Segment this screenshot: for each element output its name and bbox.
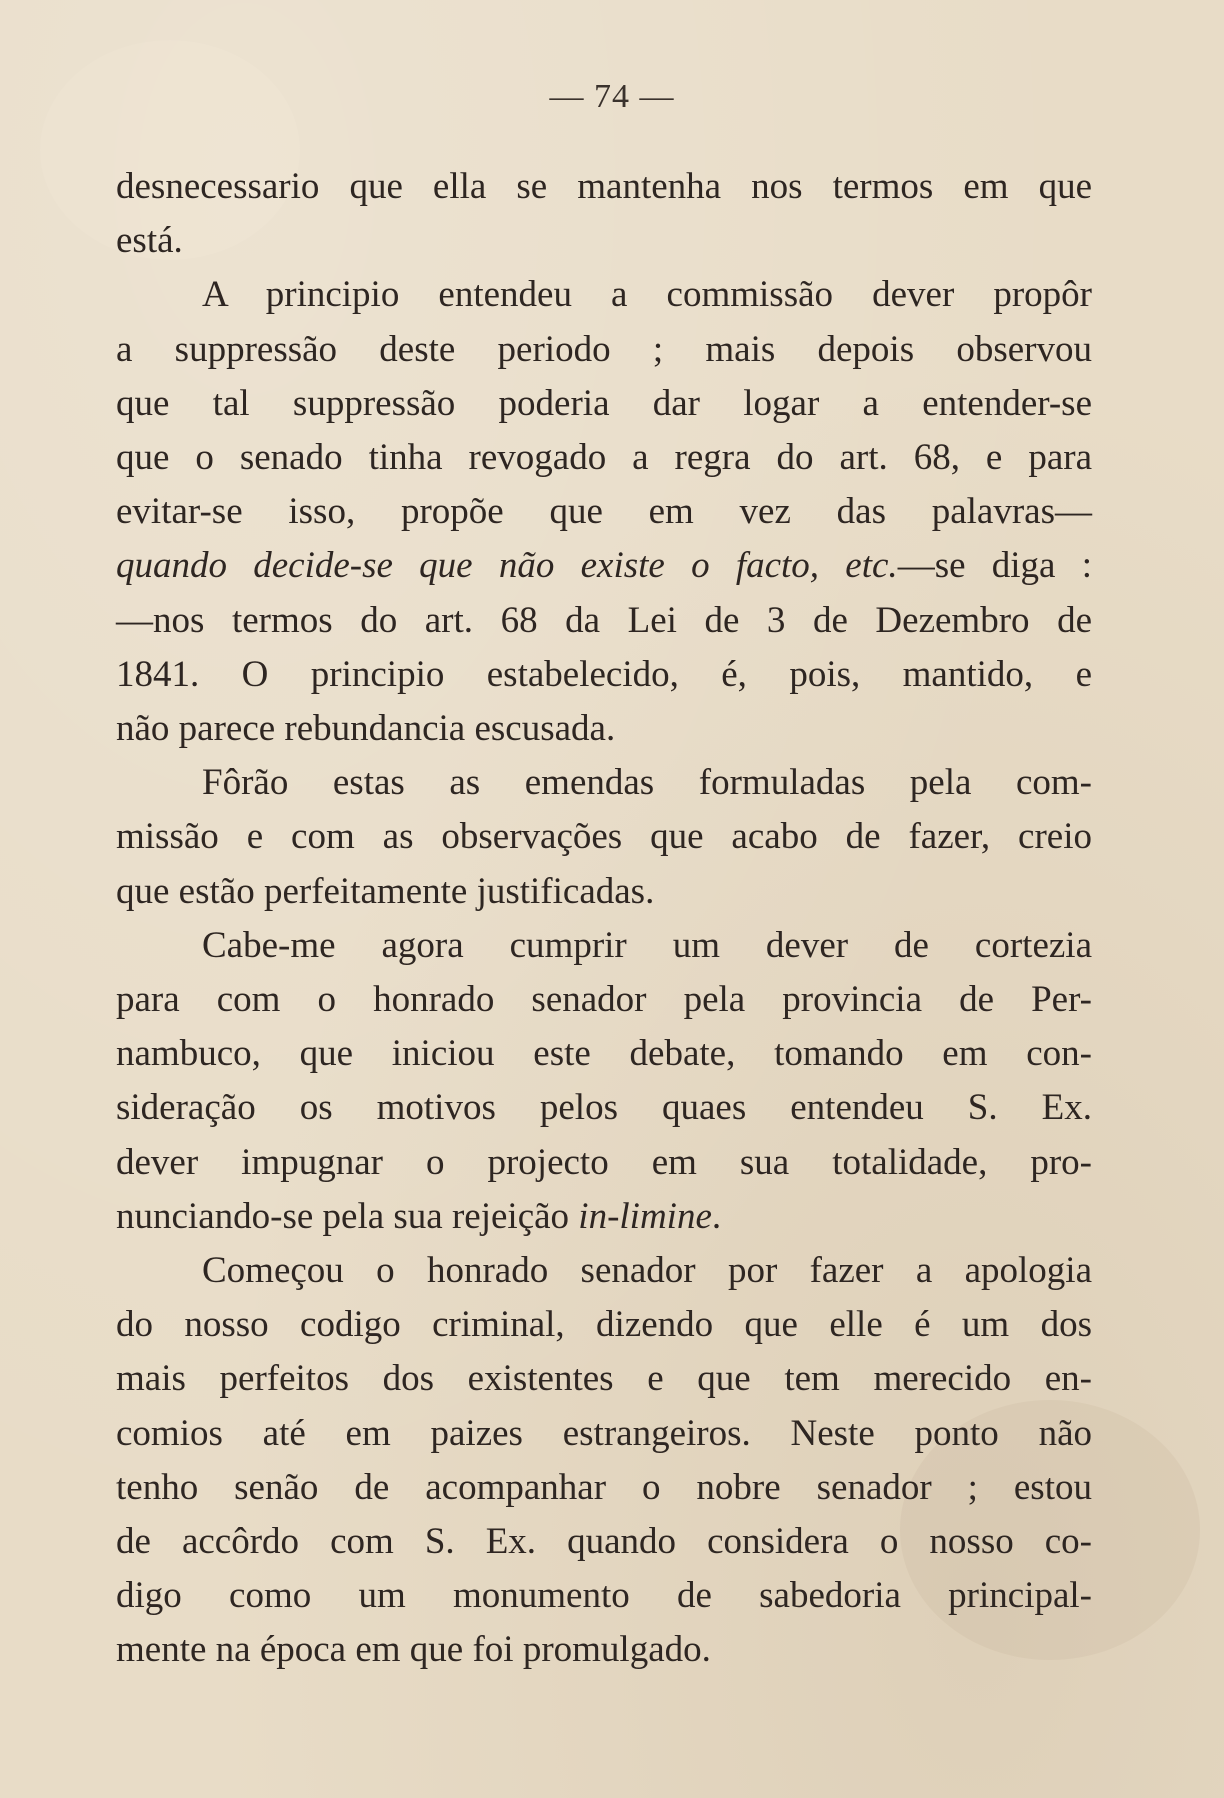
paragraph-start-line: Começou o honrado senador por fazer a apologia <box>202 1250 1092 1292</box>
text-line-with-italic <box>116 539 1092 593</box>
text-line: sideração os motivos pelos quaes entendeu S. Ex. <box>116 1087 1092 1129</box>
text-line: do nosso codigo criminal, dizendo que elle é um dos <box>116 1304 1092 1346</box>
text-line: 1841. O principio estabelecido, é, pois, mantido, e <box>116 653 1092 695</box>
paragraph-start-line: Fôrão estas as emendas formuladas pela com- <box>202 762 1092 804</box>
text-line: comios até em paizes estrangeiros. Neste ponto não <box>116 1412 1092 1454</box>
text-fragment: . <box>711 1195 722 1237</box>
text-line: a suppressão deste periodo ; mais depois observou <box>116 328 1092 370</box>
text-line: não parece rebundancia escusada. <box>116 708 616 750</box>
text-line: desnecessario que ella se mantenha nos termos em que <box>116 166 1092 207</box>
text-line: mais perfeitos dos existentes e que tem merecido en- <box>116 1358 1092 1400</box>
text-line: dever impugnar o projecto em sua totalidade, pro- <box>116 1141 1092 1183</box>
paragraph-start-line: Cabe-me agora cumprir um dever de cortezia <box>202 924 1092 966</box>
text-line: digo como um monumento de sabedoria principal- <box>116 1575 1092 1617</box>
page-number: — 74 — <box>549 78 675 115</box>
paragraph-start-line: A principio entendeu a commissão dever propôr <box>202 274 1092 316</box>
text-fragment: nunciando-se pela sua rejeição <box>116 1195 579 1237</box>
text-line: mente na época em que foi promulgado. <box>116 1629 711 1671</box>
text-fragment: —se diga : <box>897 545 1092 587</box>
body-text <box>116 160 1092 1678</box>
text-line: para com o honrado senador pela provincia de Per- <box>116 979 1092 1021</box>
text-line: que estão perfeitamente justificadas. <box>116 870 655 912</box>
italic-phrase: quando decide-se que não existe o facto, etc. <box>116 545 898 587</box>
text-line: que tal suppressão poderia dar logar a entender-se <box>116 382 1092 424</box>
text-line: evitar-se isso, propõe que em vez das palavras— <box>116 491 1092 533</box>
text-line: —nos termos do art. 68 da Lei de 3 de Dezembro de <box>116 599 1092 641</box>
text-line-with-italic <box>116 1190 1092 1244</box>
text-line: de accôrdo com S. Ex. quando considera o nosso co- <box>116 1521 1092 1563</box>
text-line: que o senado tinha revogado a regra do art. 68, e para <box>116 437 1092 479</box>
text-line: está. <box>116 220 183 262</box>
text-line: tenho senão de acompanhar o nobre senador ; estou <box>116 1466 1092 1508</box>
text-line: missão e com as observações que acabo de fazer, creio <box>116 816 1092 858</box>
italic-phrase: in-limine <box>578 1195 712 1237</box>
text-line: nambuco, que iniciou este debate, tomando em con- <box>116 1033 1092 1075</box>
